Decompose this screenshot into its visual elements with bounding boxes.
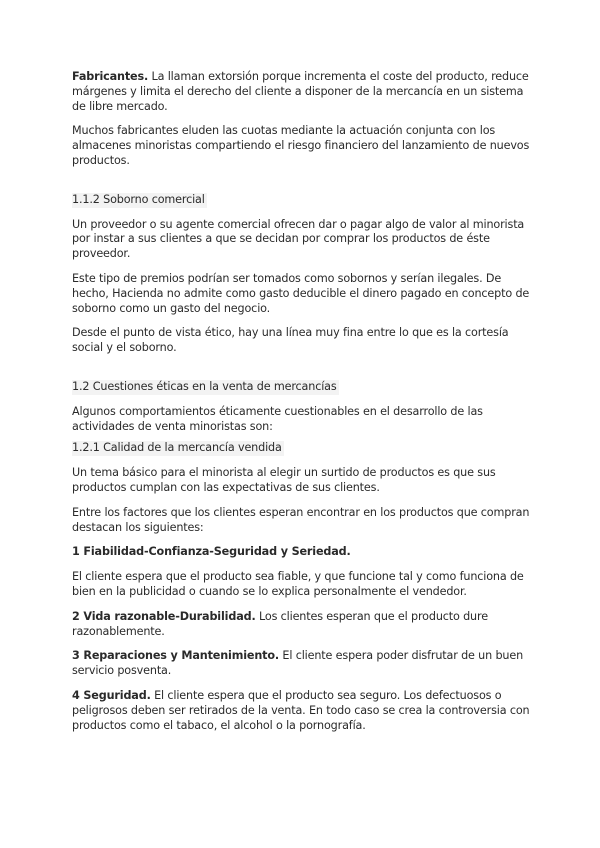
section-heading-1-2-1 bbox=[72, 441, 532, 456]
heading-text: 1.2.1 Calidad de la mercancía vendida bbox=[72, 441, 282, 455]
paragraph-proveedor: Un proveedor o su agente comercial ofrecen dar o pagar algo de valor al minorista por instar a sus clientes a que se decidan por comprar los productos de éste proveedor. bbox=[72, 217, 525, 261]
paragraph-comportamientos: Algunos comportamientos éticamente cuestionables en el desarrollo de las actividades de venta minoristas son: bbox=[72, 404, 483, 433]
heading-text: 1.2 Cuestiones éticas en la venta de mercancías bbox=[72, 379, 337, 393]
paragraph-cuotas: Muchos fabricantes eluden las cuotas mediante la actuación conjunta con los almacenes minoristas compartiendo el riesgo financiero del lanzamiento de nuevos productos. bbox=[72, 124, 530, 167]
list-item-title: 1 Fiabilidad-Confianza-Seguridad y Seriedad. bbox=[72, 545, 351, 559]
list-item-text: El cliente espera que el producto sea seguro. Los defectuosos o peligrosos deben ser retirados de la venta. En todo caso se crea la controversia con productos como el tabaco, el alcohol o la pornografía. bbox=[72, 688, 530, 732]
list-item-reparaciones bbox=[72, 649, 532, 679]
paragraph-tema-basico: Un tema básico para el minorista al elegir un surtido de productos es que sus productos cumplan con las expectativas de sus clientes. bbox=[72, 466, 496, 494]
list-item-lead: 3 Reparaciones y Mantenimiento. bbox=[72, 649, 280, 663]
paragraph-fiable: El cliente espera que el producto sea fiable, y que funcione tal y como funciona de bien en la publicidad o cuando se lo explica personalmente el vendedor. bbox=[72, 570, 524, 598]
paragraph-text: La llaman extorsión porque incrementa el coste del producto, reduce márgenes y limita el derecho del cliente a disponer de la mercancía en un sistema de libre mercado. bbox=[72, 70, 529, 113]
list-item-text: Los clientes esperan que el producto dure razonablemente. bbox=[72, 609, 488, 638]
section-heading-1-1-2 bbox=[72, 193, 532, 208]
list-item-durabilidad bbox=[72, 610, 532, 640]
list-item-lead: 2 Vida razonable-Durabilidad. bbox=[72, 609, 256, 623]
paragraph-factores: Entre los factores que los clientes esperan encontrar en los productos que compran destacan los siguientes: bbox=[72, 505, 530, 534]
document-body bbox=[72, 70, 532, 733]
paragraph-etico: Desde el punto de vista ético, hay una línea muy fina entre lo que es la cortesía social y el soborno. bbox=[72, 326, 509, 355]
list-item-lead: 4 Seguridad. bbox=[72, 688, 151, 702]
heading-text: 1.1.2 Soborno comercial bbox=[72, 192, 205, 206]
paragraph-lead: Fabricantes. bbox=[72, 70, 149, 83]
list-item-fiabilidad bbox=[72, 545, 532, 560]
paragraph-premios: Este tipo de premios podrían ser tomados como sobornos y serían ilegales. De hecho, Hacienda no admite como gasto deducible el dinero pagado en concepto de soborno como un gasto del negocio. bbox=[72, 271, 530, 315]
paragraph-fabricantes bbox=[72, 70, 532, 114]
section-heading-1-2 bbox=[72, 380, 532, 395]
list-item-seguridad bbox=[72, 689, 532, 733]
list-item-text: El cliente espera poder disfrutar de un buen servicio posventa. bbox=[72, 649, 524, 678]
